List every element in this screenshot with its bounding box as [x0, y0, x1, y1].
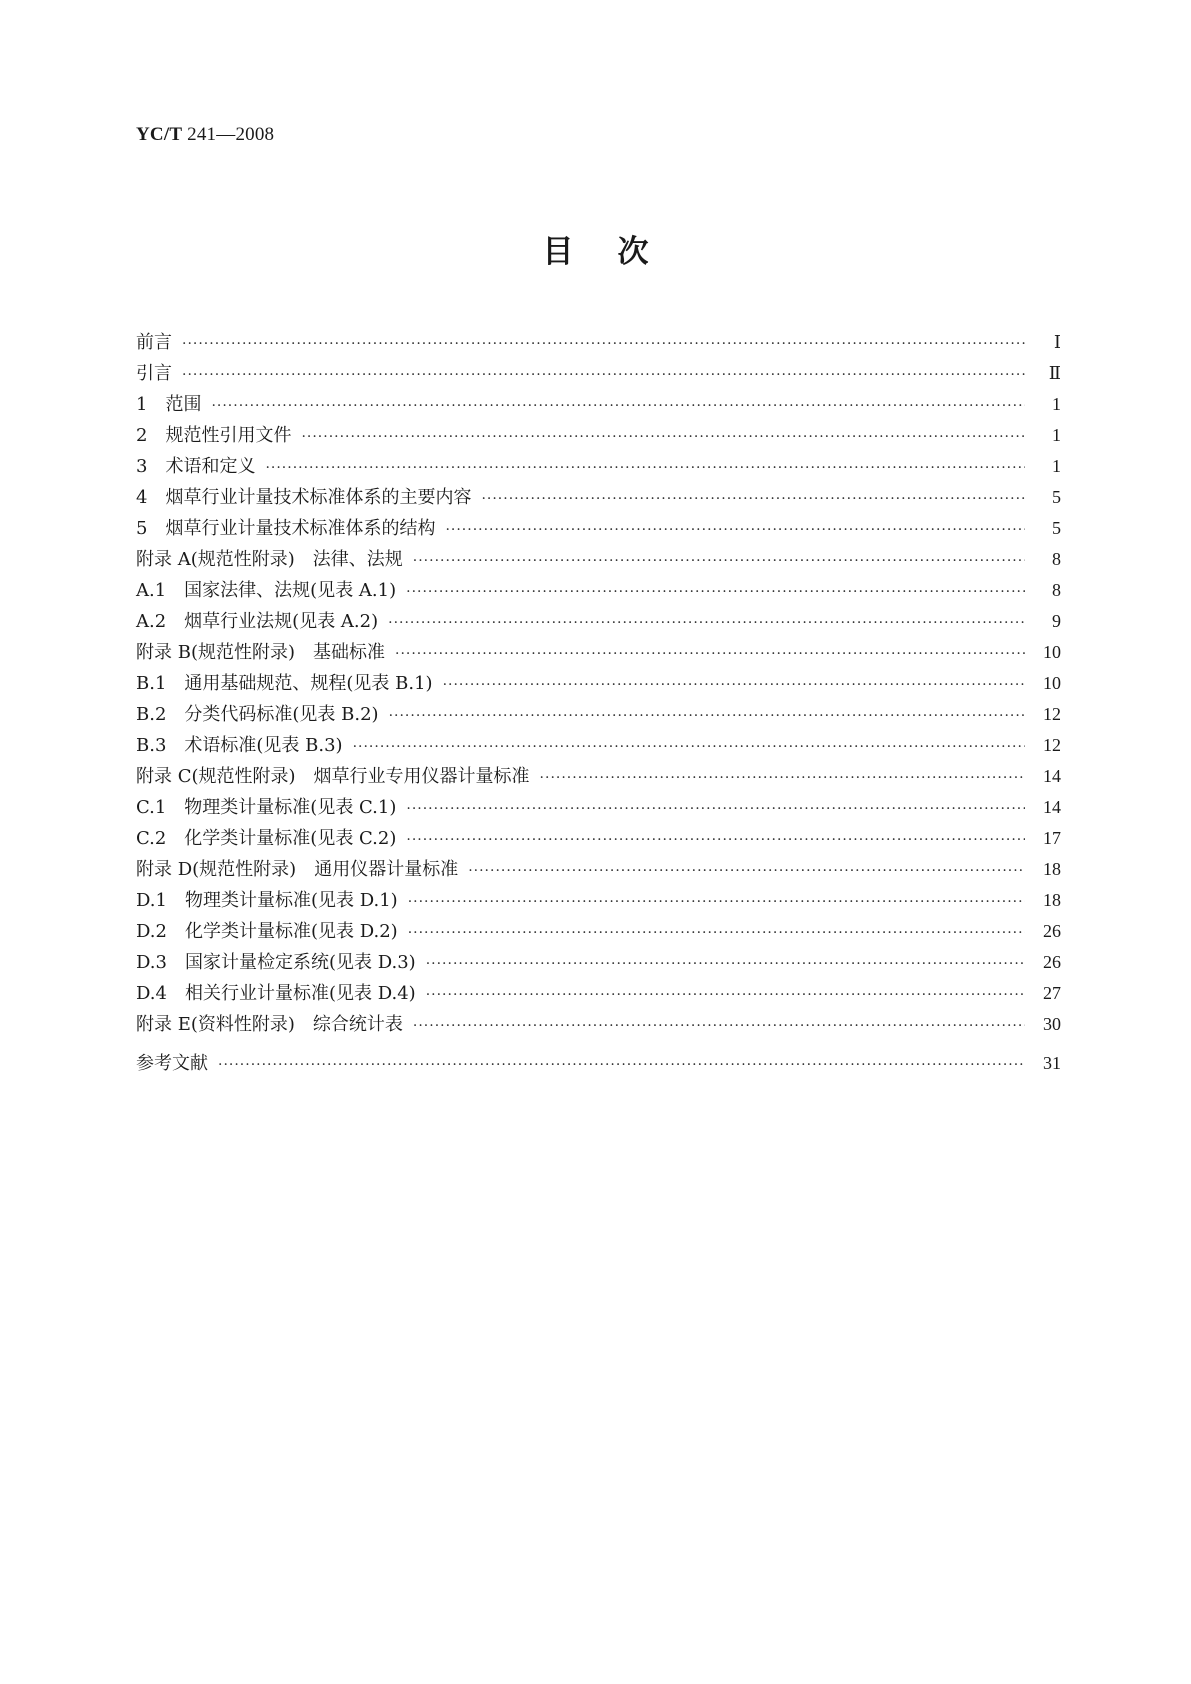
toc-entry-page: 26	[1043, 952, 1061, 972]
toc-entry[interactable]	[136, 637, 1061, 668]
toc-entry-label: 参考文献	[136, 1053, 208, 1074]
toc-entry-page: Ⅰ	[1053, 332, 1061, 352]
toc-entry-label: D.1 物理类计量标准(见表 D.1)	[136, 890, 398, 911]
toc-entry-label: 2 规范性引用文件	[136, 425, 292, 446]
toc-entry-label: 前言	[136, 332, 172, 353]
toc-entry-label: 附录 A(规范性附录) 法律、法规	[136, 549, 403, 570]
toc-dot-leader	[426, 949, 1025, 980]
toc-entry[interactable]	[136, 420, 1061, 451]
toc-entry-page: 1	[1052, 425, 1061, 445]
toc-entry-page: 27	[1043, 983, 1061, 1003]
toc-entry[interactable]	[136, 575, 1061, 606]
toc-dot-leader	[265, 453, 1025, 484]
toc-dot-leader	[406, 794, 1025, 825]
toc-entry-label: B.3 术语标准(见表 B.3)	[136, 735, 343, 756]
toc-entry-page: 9	[1052, 611, 1061, 631]
toc-dot-leader	[395, 639, 1025, 670]
toc-entry[interactable]	[136, 513, 1061, 544]
toc-dot-leader	[540, 763, 1025, 794]
page-title: 目次	[542, 234, 693, 270]
toc-entry[interactable]	[136, 699, 1061, 730]
toc-entry-page: 31	[1043, 1053, 1061, 1073]
toc-entry-page: 30	[1043, 1014, 1061, 1034]
toc-entry-page: 12	[1043, 735, 1061, 755]
toc-entry-label: 1 范围	[136, 394, 202, 415]
toc-entry-label: 3 术语和定义	[136, 456, 256, 477]
toc-dot-leader	[353, 732, 1025, 763]
standard-number: 241—2008	[182, 124, 275, 145]
toc-entry-page: 5	[1052, 487, 1061, 507]
toc-dot-leader	[218, 1050, 1025, 1081]
toc-entry-label: 附录 D(规范性附录) 通用仪器计量标准	[136, 859, 459, 880]
toc-entry-label: 附录 E(资料性附录) 综合统计表	[136, 1014, 403, 1035]
toc-entry[interactable]	[136, 668, 1061, 699]
toc-dot-leader	[211, 391, 1025, 422]
toc-dot-leader	[388, 608, 1025, 639]
toc-entry[interactable]	[136, 916, 1061, 947]
toc-entry-label: A.1 国家法律、法规(见表 A.1)	[136, 580, 397, 601]
toc-entry[interactable]	[136, 885, 1061, 916]
toc-entry[interactable]	[136, 606, 1061, 637]
toc-entry-label: A.2 烟草行业法规(见表 A.2)	[136, 611, 379, 632]
toc-entry-label: B.2 分类代码标准(见表 B.2)	[136, 704, 379, 725]
toc-entry-label: 附录 C(规范性附录) 烟草行业专用仪器计量标准	[136, 766, 530, 787]
toc-dot-leader	[426, 980, 1025, 1011]
toc-entry-page: 1	[1052, 394, 1061, 414]
toc-entry[interactable]	[136, 854, 1061, 885]
toc-entry[interactable]	[136, 451, 1061, 482]
toc-entry-label: 5 烟草行业计量技术标准体系的结构	[136, 518, 436, 539]
toc-dot-leader	[413, 1011, 1025, 1042]
toc-dot-leader	[468, 856, 1025, 887]
toc-entry-label: D.3 国家计量检定系统(见表 D.3)	[136, 952, 416, 973]
toc-entry[interactable]	[136, 730, 1061, 761]
toc-dot-leader	[406, 577, 1025, 608]
toc-entry-label: C.2 化学类计量标准(见表 C.2)	[136, 828, 397, 849]
toc-entry-label: B.1 通用基础规范、规程(见表 B.1)	[136, 673, 433, 694]
toc-dot-leader	[413, 546, 1025, 577]
toc-entry[interactable]	[136, 1048, 1061, 1079]
table-of-contents	[136, 327, 1061, 1079]
toc-entry-page: Ⅱ	[1048, 363, 1061, 383]
toc-dot-leader	[301, 422, 1025, 453]
toc-entry-label: 附录 B(规范性附录) 基础标准	[136, 642, 385, 663]
toc-entry[interactable]	[136, 823, 1061, 854]
toc-dot-leader	[481, 484, 1025, 515]
toc-entry-label: C.1 物理类计量标准(见表 C.1)	[136, 797, 397, 818]
toc-dot-leader	[389, 701, 1025, 732]
toc-entry-page: 14	[1043, 766, 1061, 786]
toc-entry[interactable]	[136, 1009, 1061, 1040]
toc-dot-leader	[445, 515, 1025, 546]
standard-prefix: YC/T	[136, 124, 183, 145]
toc-entry-page: 17	[1043, 828, 1061, 848]
toc-entry-label: 引言	[136, 363, 172, 384]
toc-entry-page: 10	[1043, 642, 1061, 662]
toc-entry-page: 26	[1043, 921, 1061, 941]
toc-dot-leader	[443, 670, 1025, 701]
toc-dot-leader	[182, 329, 1025, 360]
toc-entry[interactable]	[136, 947, 1061, 978]
toc-entry-label: D.2 化学类计量标准(见表 D.2)	[136, 921, 398, 942]
toc-entry-page: 10	[1043, 673, 1061, 693]
toc-entry-page: 8	[1052, 580, 1061, 600]
toc-entry-page: 14	[1043, 797, 1061, 817]
toc-entry-page: 5	[1052, 518, 1061, 538]
toc-entry-page: 8	[1052, 549, 1061, 569]
toc-dot-leader	[406, 825, 1025, 856]
toc-entry[interactable]	[136, 358, 1061, 389]
toc-entry-page: 18	[1043, 890, 1061, 910]
toc-entry-label: 4 烟草行业计量技术标准体系的主要内容	[136, 487, 472, 508]
toc-entry[interactable]	[136, 389, 1061, 420]
toc-entry[interactable]	[136, 544, 1061, 575]
toc-dot-leader	[408, 887, 1025, 918]
toc-entry[interactable]	[136, 327, 1061, 358]
toc-entry-page: 12	[1043, 704, 1061, 724]
toc-entry-label: D.4 相关行业计量标准(见表 D.4)	[136, 983, 416, 1004]
standard-code-header	[136, 124, 274, 146]
toc-entry-page: 1	[1052, 456, 1061, 476]
toc-dot-leader	[182, 360, 1025, 391]
toc-entry-page: 18	[1043, 859, 1061, 879]
toc-entry[interactable]	[136, 482, 1061, 513]
toc-dot-leader	[408, 918, 1025, 949]
toc-entry[interactable]	[136, 761, 1061, 792]
toc-entry[interactable]	[136, 978, 1061, 1009]
toc-entry[interactable]	[136, 792, 1061, 823]
